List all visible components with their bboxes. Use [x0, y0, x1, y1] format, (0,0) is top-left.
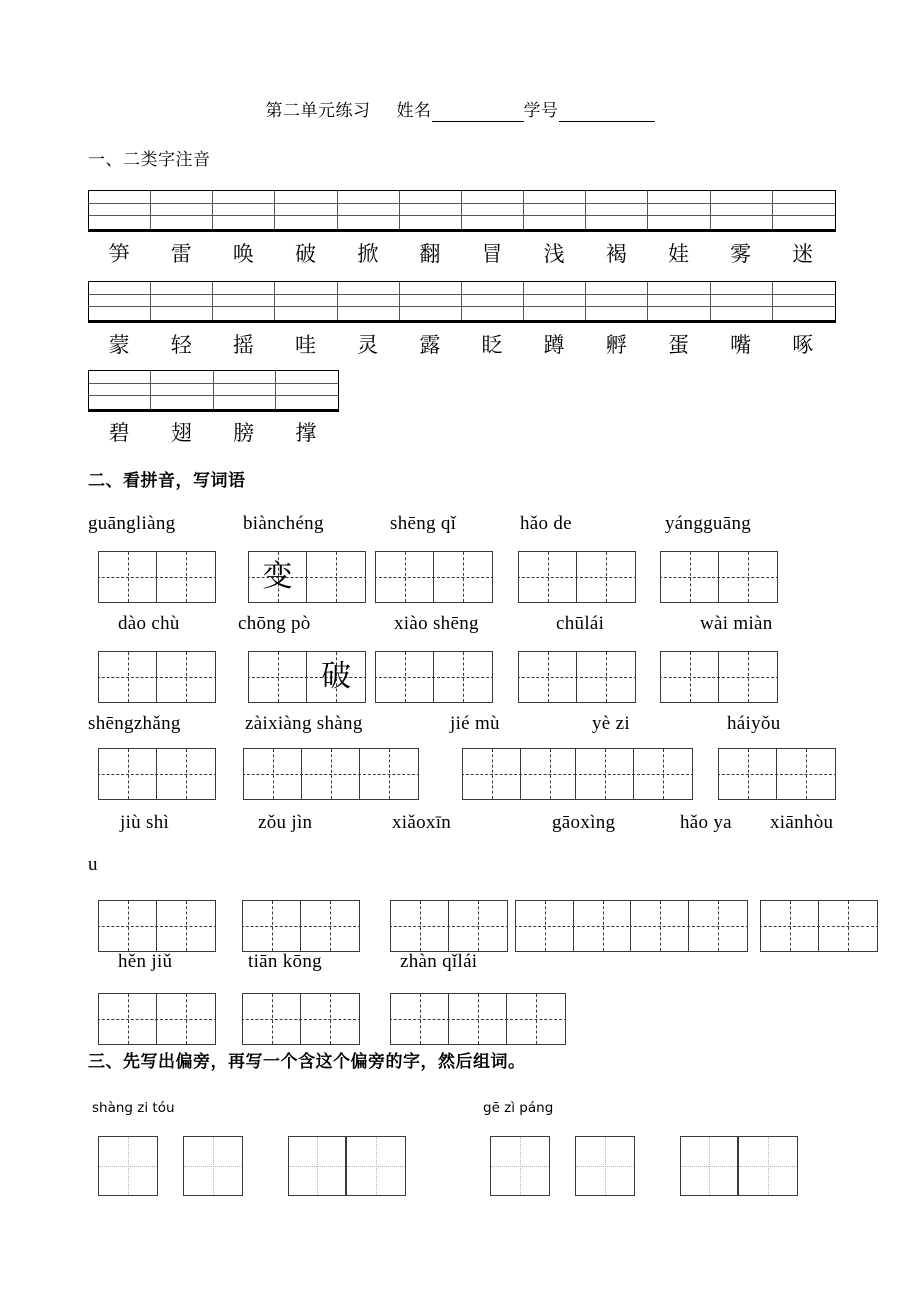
pinyin-cell[interactable] [213, 282, 275, 320]
pinyin-guide-line [400, 204, 461, 217]
target-character: 翻 [419, 242, 441, 266]
writing-box[interactable] [248, 551, 366, 603]
pinyin-guide-line [711, 216, 772, 229]
writing-cell[interactable] [360, 749, 418, 799]
pinyin-guide-line [338, 295, 399, 308]
pinyin-guide-line [151, 371, 212, 384]
target-character: 掀 [357, 242, 379, 266]
writing-box[interactable] [390, 900, 508, 952]
pinyin-grid-row-3[interactable] [88, 370, 339, 412]
pinyin-guide-line [711, 191, 772, 204]
pinyin-guide-line [400, 307, 461, 320]
pinyin-guide-line [586, 216, 647, 229]
pinyin-guide-line [89, 396, 150, 409]
pinyin-guide-line [276, 384, 338, 397]
pinyin-guide-line [89, 307, 150, 320]
pinyin-cell[interactable] [711, 191, 773, 229]
pinyin-guide-line [151, 204, 212, 217]
writing-box[interactable] [375, 651, 493, 703]
pinyin-prompt: xiào shēng [394, 613, 479, 634]
writing-cell[interactable] [576, 749, 634, 799]
target-character: 迷 [792, 242, 814, 266]
pinyin-prompt: xiǎoxīn [392, 812, 452, 833]
pinyin-guide-line [151, 191, 212, 204]
writing-box[interactable] [242, 900, 360, 952]
writing-cell[interactable] [574, 901, 632, 951]
pinyin-guide-line [462, 216, 523, 229]
pinyin-guide-line [151, 384, 212, 397]
pinyin-cell[interactable] [711, 282, 773, 320]
pinyin-guide-line [400, 295, 461, 308]
target-character: 碧 [108, 421, 130, 445]
target-character: 膀 [233, 421, 255, 445]
pinyin-guide-line [338, 282, 399, 295]
pinyin-guide-line [275, 204, 336, 217]
writing-cell[interactable] [99, 552, 157, 602]
pinyin-guide-line [213, 216, 274, 229]
radical-pinyin-label: gē zì páng [483, 1100, 554, 1116]
pinyin-guide-line [214, 396, 275, 409]
writing-cell[interactable] [301, 901, 359, 951]
pinyin-prompt: zǒu jìn [258, 812, 313, 833]
pinyin-guide-line [648, 307, 709, 320]
pinyin-guide-line [586, 191, 647, 204]
writing-cell[interactable] [99, 749, 157, 799]
pinyin-guide-line [400, 282, 461, 295]
pinyin-guide-line [89, 371, 150, 384]
pinyin-guide-line [711, 282, 772, 295]
writing-cell[interactable] [244, 749, 302, 799]
writing-cell[interactable] [157, 652, 215, 702]
pinyin-guide-line [648, 282, 709, 295]
pinyin-cell[interactable] [773, 191, 835, 229]
pinyin-cell[interactable] [586, 191, 648, 229]
pinyin-guide-line [275, 295, 336, 308]
writing-cell[interactable] [577, 552, 635, 602]
radical-writing-cell[interactable] [681, 1137, 739, 1195]
pinyin-guide-line [586, 295, 647, 308]
pinyin-prompt: yángguāng [665, 513, 752, 534]
pinyin-cell[interactable] [524, 282, 586, 320]
pinyin-prompt: guāngliàng [88, 513, 176, 534]
pinyin-cell[interactable] [400, 191, 462, 229]
writing-cell[interactable] [516, 901, 574, 951]
pinyin-prompt: zhàn qǐlái [400, 951, 478, 972]
pinyin-guide-line [524, 191, 585, 204]
pinyin-prompt: shēng qǐ [390, 513, 457, 534]
pinyin-guide-line [89, 384, 150, 397]
pinyin-prompt: shēngzhǎng [88, 713, 181, 734]
writing-cell[interactable] [301, 994, 359, 1044]
pinyin-guide-line [773, 216, 835, 229]
pinyin-cell[interactable] [89, 282, 151, 320]
writing-box[interactable] [98, 993, 216, 1045]
writing-cell[interactable] [391, 901, 449, 951]
target-character: 蒙 [108, 333, 130, 357]
pinyin-guide-line [338, 307, 399, 320]
page-title: 第二单元练习 [265, 101, 371, 120]
writing-box[interactable] [98, 748, 216, 800]
pinyin-guide-line [462, 307, 523, 320]
pinyin-guide-line [151, 396, 212, 409]
writing-box[interactable] [660, 551, 778, 603]
writing-box[interactable] [98, 651, 216, 703]
pinyin-guide-line [151, 295, 212, 308]
target-character: 眨 [481, 333, 503, 357]
page-header [0, 96, 920, 122]
pinyin-grid-row-1[interactable] [88, 190, 836, 232]
pinyin-guide-line [275, 307, 336, 320]
writing-cell[interactable] [777, 749, 835, 799]
pinyin-guide-line [711, 204, 772, 217]
pinyin-prompt: jiù shì [120, 812, 170, 833]
writing-cell[interactable] [157, 994, 215, 1044]
writing-cell[interactable] [307, 552, 365, 602]
pinyin-cell[interactable] [276, 371, 338, 409]
writing-cell[interactable] [761, 901, 819, 951]
target-character: 摇 [232, 333, 254, 357]
pinyin-guide-line [275, 282, 336, 295]
pinyin-guide-line [276, 371, 338, 384]
pinyin-guide-line [338, 204, 399, 217]
writing-box[interactable] [575, 748, 693, 800]
pinyin-prompt: hǎo ya [680, 812, 732, 833]
target-character: 冒 [481, 242, 503, 266]
writing-cell[interactable] [99, 994, 157, 1044]
pinyin-cell[interactable] [648, 282, 710, 320]
student-id-label: 学号 [523, 101, 559, 120]
pinyin-guide-line [586, 204, 647, 217]
writing-cell[interactable] [376, 552, 434, 602]
radical-writing-box[interactable] [680, 1136, 798, 1196]
writing-box[interactable] [242, 993, 360, 1045]
pinyin-prompt: hěn jiǔ [118, 951, 173, 972]
pinyin-guide-line [89, 295, 150, 308]
target-character: 褐 [605, 242, 627, 266]
character-row-3 [88, 417, 337, 447]
section3-heading: 三、先写出偏旁，再写一个含这个偏旁的字，然后组词。 [88, 1052, 526, 1071]
writing-box[interactable] [760, 900, 878, 952]
pinyin-guide-line [648, 204, 709, 217]
writing-cell[interactable] [449, 994, 507, 1044]
pinyin-prompt: háiyǒu [727, 713, 781, 734]
pinyin-guide-line [711, 295, 772, 308]
writing-cell[interactable] [519, 652, 577, 702]
pinyin-guide-line [213, 191, 274, 204]
section2-heading: 二、看拼音，写词语 [88, 471, 246, 490]
prefilled-character: 破 [321, 659, 351, 694]
target-character: 啄 [792, 333, 814, 357]
pinyin-guide-line [648, 191, 709, 204]
writing-cell[interactable] [157, 901, 215, 951]
target-character: 唤 [232, 242, 254, 266]
writing-cell[interactable] [391, 994, 449, 1044]
writing-cell[interactable] [99, 901, 157, 951]
pinyin-prompt: biànchéng [243, 513, 324, 534]
pinyin-guide-line [213, 307, 274, 320]
pinyin-cell[interactable] [773, 282, 835, 320]
radical-writing-box[interactable] [98, 1136, 158, 1196]
writing-box[interactable] [248, 651, 366, 703]
target-character: 蛋 [667, 333, 689, 357]
writing-cell[interactable] [634, 749, 692, 799]
pinyin-guide-line [773, 307, 835, 320]
radical-writing-cell[interactable] [739, 1137, 797, 1195]
pinyin-guide-line [773, 204, 835, 217]
writing-cell[interactable] [719, 749, 777, 799]
pinyin-guide-line [338, 216, 399, 229]
writing-box[interactable] [518, 551, 636, 603]
pinyin-guide-line [524, 204, 585, 217]
pinyin-prompt: jié mù [450, 713, 500, 734]
target-character: 孵 [605, 333, 627, 357]
target-character: 哇 [295, 333, 317, 357]
writing-box[interactable] [518, 651, 636, 703]
pinyin-prompt: yè zi [592, 713, 630, 734]
pinyin-prompt: hǎo de [520, 513, 572, 534]
writing-cell[interactable] [434, 652, 492, 702]
pinyin-guide-line [214, 371, 275, 384]
pinyin-prompt: dào chù [118, 613, 180, 634]
target-character: 蹲 [543, 333, 565, 357]
pinyin-guide-line [586, 282, 647, 295]
writing-cell[interactable] [631, 901, 689, 951]
target-character: 娃 [667, 242, 689, 266]
pinyin-prompt: tiān kōng [248, 951, 322, 972]
pinyin-guide-line [773, 282, 835, 295]
radical-writing-cell[interactable] [491, 1137, 549, 1195]
pinyin-cell[interactable] [275, 191, 337, 229]
writing-cell[interactable] [307, 652, 365, 702]
pinyin-guide-line [773, 295, 835, 308]
radical-writing-box[interactable] [490, 1136, 550, 1196]
pinyin-guide-line [338, 191, 399, 204]
student-id-blank[interactable] [559, 101, 655, 122]
target-character: 灵 [357, 333, 379, 357]
pinyin-cell[interactable] [524, 191, 586, 229]
target-character: 浅 [543, 242, 565, 266]
writing-box[interactable] [515, 900, 633, 952]
writing-box[interactable] [660, 651, 778, 703]
pinyin-guide-line [773, 191, 835, 204]
radical-writing-box[interactable] [288, 1136, 406, 1196]
pinyin-prompt: gāoxìng [552, 812, 616, 833]
target-character: 露 [419, 333, 441, 357]
writing-box[interactable] [98, 900, 216, 952]
pinyin-guide-line [462, 295, 523, 308]
pinyin-guide-line [462, 191, 523, 204]
radical-writing-cell[interactable] [289, 1137, 347, 1195]
pinyin-grid-row-2[interactable] [88, 281, 836, 323]
writing-box[interactable] [98, 551, 216, 603]
pinyin-cell[interactable] [338, 191, 400, 229]
pinyin-guide-line [151, 216, 212, 229]
writing-cell[interactable] [157, 552, 215, 602]
pinyin-guide-line [89, 216, 150, 229]
pinyin-cell[interactable] [151, 371, 213, 409]
pinyin-guide-line [275, 216, 336, 229]
pinyin-guide-line [711, 307, 772, 320]
pinyin-guide-line [524, 307, 585, 320]
writing-box[interactable] [375, 551, 493, 603]
pinyin-cell[interactable] [462, 191, 524, 229]
radical-writing-box[interactable] [575, 1136, 635, 1196]
prefilled-character: 变 [262, 559, 293, 594]
writing-cell[interactable] [521, 749, 579, 799]
character-row-2 [88, 329, 834, 359]
writing-box[interactable] [718, 748, 836, 800]
target-character: 嘴 [730, 333, 752, 357]
radical-writing-box[interactable] [183, 1136, 243, 1196]
writing-cell[interactable] [819, 901, 877, 951]
name-blank[interactable] [432, 101, 524, 122]
section1-heading: 一、二类字注音 [88, 150, 211, 169]
pinyin-guide-line [151, 307, 212, 320]
target-character: 雷 [170, 242, 192, 266]
pinyin-cell[interactable] [151, 282, 213, 320]
writing-cell[interactable] [243, 994, 301, 1044]
pinyin-guide-line [89, 191, 150, 204]
pinyin-cell[interactable] [213, 191, 275, 229]
pinyin-prompt: zàixiàng shàng [245, 713, 363, 734]
pinyin-guide-line [400, 191, 461, 204]
writing-cell[interactable] [157, 749, 215, 799]
writing-cell[interactable] [519, 552, 577, 602]
writing-box[interactable] [390, 993, 566, 1045]
pinyin-cell[interactable] [400, 282, 462, 320]
pinyin-guide-line [524, 282, 585, 295]
writing-cell[interactable] [249, 552, 307, 602]
pinyin-cell[interactable] [586, 282, 648, 320]
target-character: 撑 [295, 421, 317, 445]
pinyin-guide-line [213, 282, 274, 295]
pinyin-cell[interactable] [648, 191, 710, 229]
writing-cell[interactable] [661, 652, 719, 702]
pinyin-guide-line [275, 191, 336, 204]
writing-cell[interactable] [449, 901, 507, 951]
pinyin-guide-line [89, 282, 150, 295]
pinyin-cell[interactable] [89, 371, 151, 409]
pinyin-guide-line [586, 307, 647, 320]
name-label: 姓名 [396, 101, 432, 120]
writing-cell[interactable] [463, 749, 521, 799]
target-character: 破 [295, 242, 317, 266]
pinyin-prompt-wrap: u [88, 854, 98, 875]
writing-cell[interactable] [249, 652, 307, 702]
pinyin-guide-line [462, 282, 523, 295]
pinyin-cell[interactable] [275, 282, 337, 320]
writing-cell[interactable] [243, 901, 301, 951]
target-character: 雾 [730, 242, 752, 266]
radical-writing-cell[interactable] [347, 1137, 405, 1195]
pinyin-guide-line [276, 396, 338, 409]
pinyin-cell[interactable] [462, 282, 524, 320]
writing-cell[interactable] [376, 652, 434, 702]
radical-writing-cell[interactable] [184, 1137, 242, 1195]
writing-cell[interactable] [507, 994, 565, 1044]
target-character: 轻 [170, 333, 192, 357]
pinyin-guide-line [462, 204, 523, 217]
pinyin-guide-line [524, 216, 585, 229]
writing-cell[interactable] [689, 901, 747, 951]
pinyin-cell[interactable] [151, 191, 213, 229]
radical-writing-cell[interactable] [99, 1137, 157, 1195]
writing-box[interactable] [630, 900, 748, 952]
pinyin-guide-line [648, 216, 709, 229]
pinyin-guide-line [648, 295, 709, 308]
writing-box[interactable] [243, 748, 419, 800]
pinyin-prompt: wài miàn [700, 613, 773, 634]
pinyin-prompt: chūlái [556, 613, 605, 634]
pinyin-cell[interactable] [89, 191, 151, 229]
writing-cell[interactable] [434, 552, 492, 602]
pinyin-guide-line [213, 204, 274, 217]
pinyin-prompt: chōng pò [238, 613, 311, 634]
target-character: 笋 [108, 242, 130, 266]
radical-pinyin-label: shàng zi tóu [92, 1100, 175, 1116]
writing-cell[interactable] [99, 652, 157, 702]
character-row-1 [88, 238, 834, 268]
pinyin-guide-line [214, 384, 275, 397]
writing-cell[interactable] [719, 652, 777, 702]
pinyin-guide-line [89, 204, 150, 217]
target-character: 翅 [170, 421, 192, 445]
writing-cell[interactable] [577, 652, 635, 702]
writing-cell[interactable] [661, 552, 719, 602]
pinyin-cell[interactable] [338, 282, 400, 320]
pinyin-prompt: xiānhòu [770, 812, 834, 833]
pinyin-guide-line [213, 295, 274, 308]
pinyin-guide-line [151, 282, 212, 295]
pinyin-guide-line [400, 216, 461, 229]
writing-box[interactable] [462, 748, 580, 800]
pinyin-guide-line [524, 295, 585, 308]
pinyin-cell[interactable] [214, 371, 276, 409]
writing-cell[interactable] [302, 749, 360, 799]
radical-writing-cell[interactable] [576, 1137, 634, 1195]
writing-cell[interactable] [719, 552, 777, 602]
